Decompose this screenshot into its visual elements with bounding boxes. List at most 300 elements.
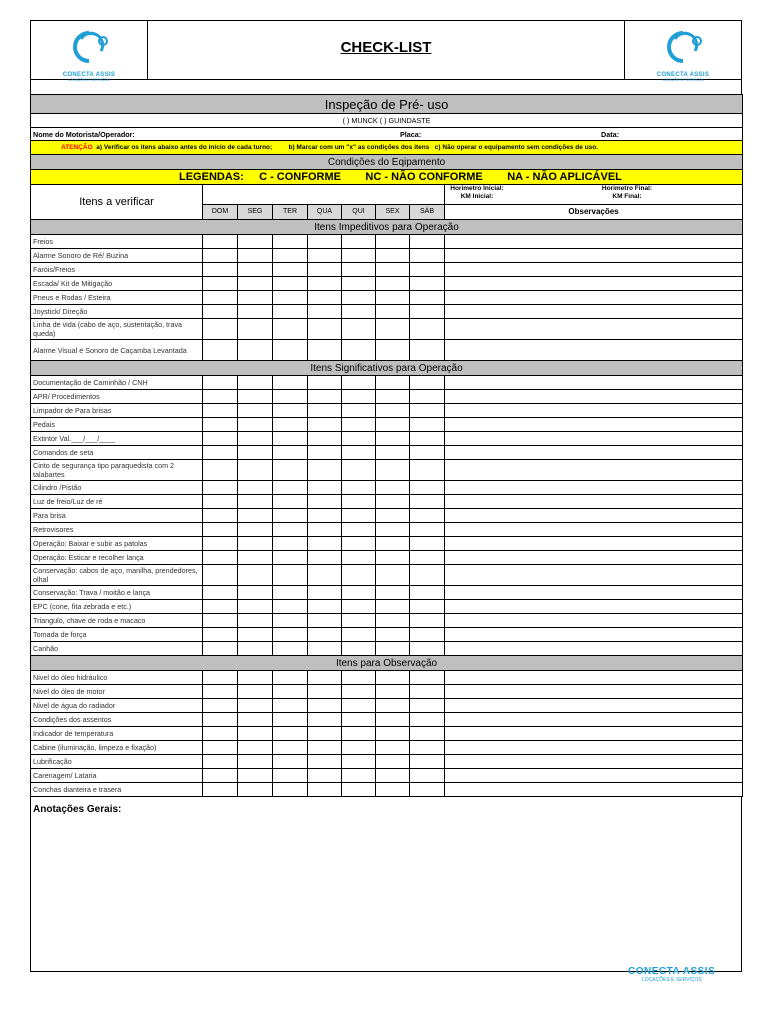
day-check-cell[interactable] xyxy=(203,727,238,741)
day-check-cell[interactable] xyxy=(376,614,410,628)
day-check-cell[interactable] xyxy=(342,685,376,699)
day-check-cell[interactable] xyxy=(238,340,273,361)
item-label: Joystick/ Direção xyxy=(31,305,203,319)
form-subtitle: Inspeção de Pré- uso xyxy=(31,95,743,114)
day-check-cell[interactable] xyxy=(203,783,238,797)
notes-area[interactable] xyxy=(30,797,742,972)
day-check-cell[interactable] xyxy=(238,446,273,460)
day-check-cell[interactable] xyxy=(273,481,308,495)
day-check-cell[interactable] xyxy=(273,235,308,249)
day-check-cell[interactable] xyxy=(308,755,342,769)
day-check-cell[interactable] xyxy=(203,628,238,642)
day-check-cell[interactable] xyxy=(342,277,376,291)
day-check-cell[interactable] xyxy=(203,340,238,361)
day-check-cell[interactable] xyxy=(410,699,445,713)
day-check-cell[interactable] xyxy=(342,755,376,769)
day-check-cell[interactable] xyxy=(203,390,238,404)
day-check-cell[interactable] xyxy=(238,495,273,509)
day-check-cell[interactable] xyxy=(203,418,238,432)
observation-cell[interactable] xyxy=(445,600,743,614)
day-check-cell[interactable] xyxy=(410,460,445,481)
day-check-cell[interactable] xyxy=(410,769,445,783)
day-check-cell[interactable] xyxy=(203,642,238,656)
observation-cell[interactable] xyxy=(445,783,743,797)
day-check-cell[interactable] xyxy=(238,291,273,305)
day-check-cell[interactable] xyxy=(342,432,376,446)
day-check-cell[interactable] xyxy=(273,249,308,263)
day-check-cell[interactable] xyxy=(410,446,445,460)
day-check-cell[interactable] xyxy=(376,523,410,537)
day-check-cell[interactable] xyxy=(273,291,308,305)
day-check-cell[interactable] xyxy=(376,727,410,741)
day-check-cell[interactable] xyxy=(308,235,342,249)
day-check-cell[interactable] xyxy=(203,685,238,699)
day-check-cell[interactable] xyxy=(238,586,273,600)
day-check-cell[interactable] xyxy=(273,418,308,432)
day-check-cell[interactable] xyxy=(308,277,342,291)
day-check-cell[interactable] xyxy=(273,755,308,769)
equipment-type-line[interactable]: ( ) MUNCK ( ) GUINDASTE xyxy=(31,114,743,128)
day-check-cell[interactable] xyxy=(410,481,445,495)
day-check-cell[interactable] xyxy=(203,235,238,249)
observation-cell[interactable] xyxy=(445,495,743,509)
day-check-cell[interactable] xyxy=(273,495,308,509)
day-check-cell[interactable] xyxy=(308,340,342,361)
day-check-cell[interactable] xyxy=(203,713,238,727)
day-check-cell[interactable] xyxy=(238,713,273,727)
observation-cell[interactable] xyxy=(445,319,743,340)
day-check-cell[interactable] xyxy=(410,432,445,446)
day-check-cell[interactable] xyxy=(238,565,273,586)
day-check-cell[interactable] xyxy=(376,551,410,565)
observation-cell[interactable] xyxy=(445,685,743,699)
day-check-cell[interactable] xyxy=(308,432,342,446)
day-check-cell[interactable] xyxy=(238,418,273,432)
day-check-cell[interactable] xyxy=(308,390,342,404)
day-check-cell[interactable] xyxy=(376,418,410,432)
day-check-cell[interactable] xyxy=(342,509,376,523)
day-check-cell[interactable] xyxy=(376,783,410,797)
day-check-cell[interactable] xyxy=(273,642,308,656)
observation-cell[interactable] xyxy=(445,263,743,277)
day-check-cell[interactable] xyxy=(238,671,273,685)
day-check-cell[interactable] xyxy=(273,460,308,481)
day-check-cell[interactable] xyxy=(238,699,273,713)
day-check-cell[interactable] xyxy=(342,551,376,565)
day-check-cell[interactable] xyxy=(410,586,445,600)
day-check-cell[interactable] xyxy=(376,713,410,727)
day-check-cell[interactable] xyxy=(308,551,342,565)
day-check-cell[interactable] xyxy=(273,376,308,390)
day-check-cell[interactable] xyxy=(203,600,238,614)
day-check-cell[interactable] xyxy=(308,642,342,656)
day-check-cell[interactable] xyxy=(376,460,410,481)
day-check-cell[interactable] xyxy=(410,565,445,586)
day-check-cell[interactable] xyxy=(376,565,410,586)
day-check-cell[interactable] xyxy=(203,305,238,319)
day-check-cell[interactable] xyxy=(308,713,342,727)
day-check-cell[interactable] xyxy=(376,319,410,340)
day-check-cell[interactable] xyxy=(203,481,238,495)
section-title: Itens para Observação xyxy=(31,656,743,671)
driver-plate-date-row[interactable] xyxy=(31,128,743,141)
observation-cell[interactable] xyxy=(445,642,743,656)
day-check-cell[interactable] xyxy=(376,671,410,685)
observation-cell[interactable] xyxy=(445,537,743,551)
observation-cell[interactable] xyxy=(445,418,743,432)
day-check-cell[interactable] xyxy=(273,628,308,642)
day-check-cell[interactable] xyxy=(273,509,308,523)
day-check-cell[interactable] xyxy=(342,390,376,404)
day-check-cell[interactable] xyxy=(273,565,308,586)
day-check-cell[interactable] xyxy=(308,404,342,418)
day-check-cell[interactable] xyxy=(376,291,410,305)
day-check-cell[interactable] xyxy=(203,404,238,418)
day-check-cell[interactable] xyxy=(238,755,273,769)
day-check-cell[interactable] xyxy=(203,291,238,305)
day-check-cell[interactable] xyxy=(342,614,376,628)
day-check-cell[interactable] xyxy=(308,305,342,319)
day-check-cell[interactable] xyxy=(342,235,376,249)
day-check-cell[interactable] xyxy=(376,390,410,404)
day-check-cell[interactable] xyxy=(273,713,308,727)
day-check-cell[interactable] xyxy=(308,685,342,699)
day-check-cell[interactable] xyxy=(238,537,273,551)
day-check-cell[interactable] xyxy=(238,263,273,277)
day-check-cell[interactable] xyxy=(203,432,238,446)
observation-cell[interactable] xyxy=(445,291,743,305)
day-check-cell[interactable] xyxy=(342,628,376,642)
day-check-cell[interactable] xyxy=(203,537,238,551)
day-check-cell[interactable] xyxy=(410,509,445,523)
day-check-cell[interactable] xyxy=(410,727,445,741)
day-check-cell[interactable] xyxy=(410,418,445,432)
day-check-cell[interactable] xyxy=(376,685,410,699)
day-check-cell[interactable] xyxy=(410,291,445,305)
day-check-cell[interactable] xyxy=(376,249,410,263)
day-check-cell[interactable] xyxy=(203,699,238,713)
day-check-cell[interactable] xyxy=(376,628,410,642)
observation-cell[interactable] xyxy=(445,565,743,586)
observation-cell[interactable] xyxy=(445,614,743,628)
day-check-cell[interactable] xyxy=(410,277,445,291)
day-check-cell[interactable] xyxy=(308,291,342,305)
observation-cell[interactable] xyxy=(445,235,743,249)
observation-cell[interactable] xyxy=(445,446,743,460)
day-check-cell[interactable] xyxy=(342,783,376,797)
day-check-cell[interactable] xyxy=(376,755,410,769)
observation-cell[interactable] xyxy=(445,305,743,319)
day-check-cell[interactable] xyxy=(273,783,308,797)
day-check-cell[interactable] xyxy=(238,741,273,755)
day-check-cell[interactable] xyxy=(376,263,410,277)
day-check-cell[interactable] xyxy=(238,319,273,340)
observation-cell[interactable] xyxy=(445,277,743,291)
day-check-cell[interactable] xyxy=(410,755,445,769)
day-check-cell[interactable] xyxy=(342,727,376,741)
day-check-cell[interactable] xyxy=(273,671,308,685)
day-check-cell[interactable] xyxy=(342,404,376,418)
day-check-cell[interactable] xyxy=(203,586,238,600)
day-check-cell[interactable] xyxy=(342,291,376,305)
day-check-cell[interactable] xyxy=(342,305,376,319)
day-check-cell[interactable] xyxy=(342,319,376,340)
day-check-cell[interactable] xyxy=(273,537,308,551)
day-check-cell[interactable] xyxy=(273,305,308,319)
checklist-row xyxy=(31,404,743,418)
day-check-cell[interactable] xyxy=(308,446,342,460)
day-check-cell[interactable] xyxy=(203,319,238,340)
day-check-cell[interactable] xyxy=(273,614,308,628)
day-check-cell[interactable] xyxy=(273,586,308,600)
day-check-cell[interactable] xyxy=(376,376,410,390)
day-check-cell[interactable] xyxy=(342,340,376,361)
observation-cell[interactable] xyxy=(445,586,743,600)
day-check-cell[interactable] xyxy=(203,277,238,291)
day-check-cell[interactable] xyxy=(238,305,273,319)
day-check-cell[interactable] xyxy=(273,319,308,340)
day-check-cell[interactable] xyxy=(238,642,273,656)
day-check-cell[interactable] xyxy=(203,495,238,509)
checklist-row xyxy=(31,685,743,699)
day-check-cell[interactable] xyxy=(238,249,273,263)
day-check-cell[interactable] xyxy=(238,404,273,418)
day-check-cell[interactable] xyxy=(308,249,342,263)
checklist-row xyxy=(31,481,743,495)
day-check-cell[interactable] xyxy=(273,741,308,755)
day-check-cell[interactable] xyxy=(376,481,410,495)
day-check-cell[interactable] xyxy=(410,305,445,319)
day-check-cell[interactable] xyxy=(376,600,410,614)
day-check-cell[interactable] xyxy=(342,642,376,656)
day-check-cell[interactable] xyxy=(203,376,238,390)
day-check-cell[interactable] xyxy=(376,642,410,656)
day-check-cell[interactable] xyxy=(238,783,273,797)
day-check-cell[interactable] xyxy=(342,600,376,614)
day-check-cell[interactable] xyxy=(203,523,238,537)
observation-cell[interactable] xyxy=(445,481,743,495)
day-check-cell[interactable] xyxy=(410,340,445,361)
observation-cell[interactable] xyxy=(445,460,743,481)
day-check-cell[interactable] xyxy=(342,523,376,537)
day-check-cell[interactable] xyxy=(376,340,410,361)
observation-cell[interactable] xyxy=(445,769,743,783)
observation-cell[interactable] xyxy=(445,404,743,418)
day-check-cell[interactable] xyxy=(342,769,376,783)
day-check-cell[interactable] xyxy=(273,699,308,713)
day-check-cell[interactable] xyxy=(308,727,342,741)
observation-cell[interactable] xyxy=(445,509,743,523)
day-check-cell[interactable] xyxy=(238,628,273,642)
day-check-cell[interactable] xyxy=(410,642,445,656)
day-check-cell[interactable] xyxy=(238,551,273,565)
day-check-cell[interactable] xyxy=(238,614,273,628)
day-check-cell[interactable] xyxy=(342,460,376,481)
day-check-cell[interactable] xyxy=(238,523,273,537)
horimetro-cell[interactable] xyxy=(445,185,743,205)
day-check-cell[interactable] xyxy=(410,671,445,685)
day-check-cell[interactable] xyxy=(308,537,342,551)
day-check-cell[interactable] xyxy=(273,685,308,699)
day-check-cell[interactable] xyxy=(308,319,342,340)
day-check-cell[interactable] xyxy=(203,446,238,460)
observation-cell[interactable] xyxy=(445,741,743,755)
day-check-cell[interactable] xyxy=(308,586,342,600)
day-check-cell[interactable] xyxy=(410,523,445,537)
day-check-cell[interactable] xyxy=(308,509,342,523)
day-check-cell[interactable] xyxy=(410,713,445,727)
day-check-cell[interactable] xyxy=(376,537,410,551)
day-check-cell[interactable] xyxy=(410,537,445,551)
day-check-cell[interactable] xyxy=(376,586,410,600)
day-check-cell[interactable] xyxy=(308,769,342,783)
day-check-cell[interactable] xyxy=(308,376,342,390)
day-check-cell[interactable] xyxy=(273,727,308,741)
observation-cell[interactable] xyxy=(445,340,743,361)
day-check-cell[interactable] xyxy=(273,263,308,277)
day-check-cell[interactable] xyxy=(342,741,376,755)
day-check-cell[interactable] xyxy=(308,481,342,495)
day-check-cell[interactable] xyxy=(308,600,342,614)
day-check-cell[interactable] xyxy=(308,565,342,586)
observation-cell[interactable] xyxy=(445,551,743,565)
day-check-cell[interactable] xyxy=(342,537,376,551)
day-check-cell[interactable] xyxy=(273,551,308,565)
day-check-cell[interactable] xyxy=(273,404,308,418)
day-check-cell[interactable] xyxy=(342,713,376,727)
day-check-cell[interactable] xyxy=(342,263,376,277)
day-check-cell[interactable] xyxy=(203,614,238,628)
observation-cell[interactable] xyxy=(445,376,743,390)
day-check-cell[interactable] xyxy=(308,460,342,481)
day-check-cell[interactable] xyxy=(410,551,445,565)
day-check-cell[interactable] xyxy=(273,523,308,537)
day-check-cell[interactable] xyxy=(203,671,238,685)
day-check-cell[interactable] xyxy=(410,390,445,404)
day-check-cell[interactable] xyxy=(273,446,308,460)
day-check-cell[interactable] xyxy=(410,495,445,509)
day-check-cell[interactable] xyxy=(238,600,273,614)
day-check-cell[interactable] xyxy=(410,685,445,699)
day-check-cell[interactable] xyxy=(203,460,238,481)
day-check-cell[interactable] xyxy=(376,404,410,418)
day-check-cell[interactable] xyxy=(238,376,273,390)
day-check-cell[interactable] xyxy=(410,614,445,628)
day-check-cell[interactable] xyxy=(376,741,410,755)
day-check-cell[interactable] xyxy=(238,769,273,783)
day-check-cell[interactable] xyxy=(238,727,273,741)
day-check-cell[interactable] xyxy=(376,432,410,446)
day-check-cell[interactable] xyxy=(376,446,410,460)
day-check-cell[interactable] xyxy=(203,565,238,586)
day-check-cell[interactable] xyxy=(342,249,376,263)
day-check-cell[interactable] xyxy=(273,277,308,291)
day-check-cell[interactable] xyxy=(376,699,410,713)
day-check-cell[interactable] xyxy=(410,376,445,390)
day-check-cell[interactable] xyxy=(203,263,238,277)
day-check-cell[interactable] xyxy=(203,509,238,523)
observation-cell[interactable] xyxy=(445,727,743,741)
day-check-cell[interactable] xyxy=(308,263,342,277)
day-check-cell[interactable] xyxy=(273,340,308,361)
day-check-cell[interactable] xyxy=(308,783,342,797)
day-check-cell[interactable] xyxy=(342,565,376,586)
day-check-cell[interactable] xyxy=(410,600,445,614)
blank-header-cell xyxy=(203,185,445,205)
day-check-cell[interactable] xyxy=(342,446,376,460)
day-check-cell[interactable] xyxy=(273,432,308,446)
day-check-cell[interactable] xyxy=(203,741,238,755)
observation-cell[interactable] xyxy=(445,713,743,727)
day-check-cell[interactable] xyxy=(238,390,273,404)
day-check-cell[interactable] xyxy=(203,769,238,783)
observation-cell[interactable] xyxy=(445,249,743,263)
day-check-cell[interactable] xyxy=(410,404,445,418)
day-check-cell[interactable] xyxy=(376,769,410,783)
day-check-cell[interactable] xyxy=(238,685,273,699)
day-check-cell[interactable] xyxy=(410,235,445,249)
day-check-cell[interactable] xyxy=(238,509,273,523)
day-check-cell[interactable] xyxy=(410,263,445,277)
day-check-cell[interactable] xyxy=(203,249,238,263)
day-check-cell[interactable] xyxy=(410,783,445,797)
day-check-cell[interactable] xyxy=(238,481,273,495)
observation-cell[interactable] xyxy=(445,671,743,685)
observation-cell[interactable] xyxy=(445,432,743,446)
day-check-cell[interactable] xyxy=(273,390,308,404)
day-check-cell[interactable] xyxy=(308,523,342,537)
day-check-cell[interactable] xyxy=(308,671,342,685)
day-check-cell[interactable] xyxy=(238,460,273,481)
day-check-cell[interactable] xyxy=(342,418,376,432)
observation-cell[interactable] xyxy=(445,390,743,404)
day-check-cell[interactable] xyxy=(203,755,238,769)
day-check-cell[interactable] xyxy=(376,277,410,291)
day-check-cell[interactable] xyxy=(342,495,376,509)
day-check-cell[interactable] xyxy=(238,277,273,291)
day-check-cell[interactable] xyxy=(238,432,273,446)
day-check-cell[interactable] xyxy=(376,509,410,523)
day-check-cell[interactable] xyxy=(342,671,376,685)
day-check-cell[interactable] xyxy=(342,699,376,713)
day-check-cell[interactable] xyxy=(410,741,445,755)
day-check-cell[interactable] xyxy=(342,481,376,495)
day-check-cell[interactable] xyxy=(376,305,410,319)
day-check-cell[interactable] xyxy=(342,376,376,390)
day-check-cell[interactable] xyxy=(308,699,342,713)
day-check-cell[interactable] xyxy=(342,586,376,600)
day-check-cell[interactable] xyxy=(376,235,410,249)
day-check-cell[interactable] xyxy=(308,741,342,755)
day-check-cell[interactable] xyxy=(410,319,445,340)
day-check-cell[interactable] xyxy=(308,418,342,432)
observation-cell[interactable] xyxy=(445,628,743,642)
day-check-cell[interactable] xyxy=(308,495,342,509)
day-check-cell[interactable] xyxy=(308,628,342,642)
item-label: Comandos de seta xyxy=(31,446,203,460)
observation-cell[interactable] xyxy=(445,755,743,769)
day-check-cell[interactable] xyxy=(273,600,308,614)
day-check-cell[interactable] xyxy=(410,628,445,642)
observation-cell[interactable] xyxy=(445,699,743,713)
observation-cell[interactable] xyxy=(445,523,743,537)
day-check-cell[interactable] xyxy=(308,614,342,628)
day-check-cell[interactable] xyxy=(273,769,308,783)
day-check-cell[interactable] xyxy=(410,249,445,263)
day-check-cell[interactable] xyxy=(376,495,410,509)
day-check-cell[interactable] xyxy=(203,551,238,565)
day-check-cell[interactable] xyxy=(238,235,273,249)
